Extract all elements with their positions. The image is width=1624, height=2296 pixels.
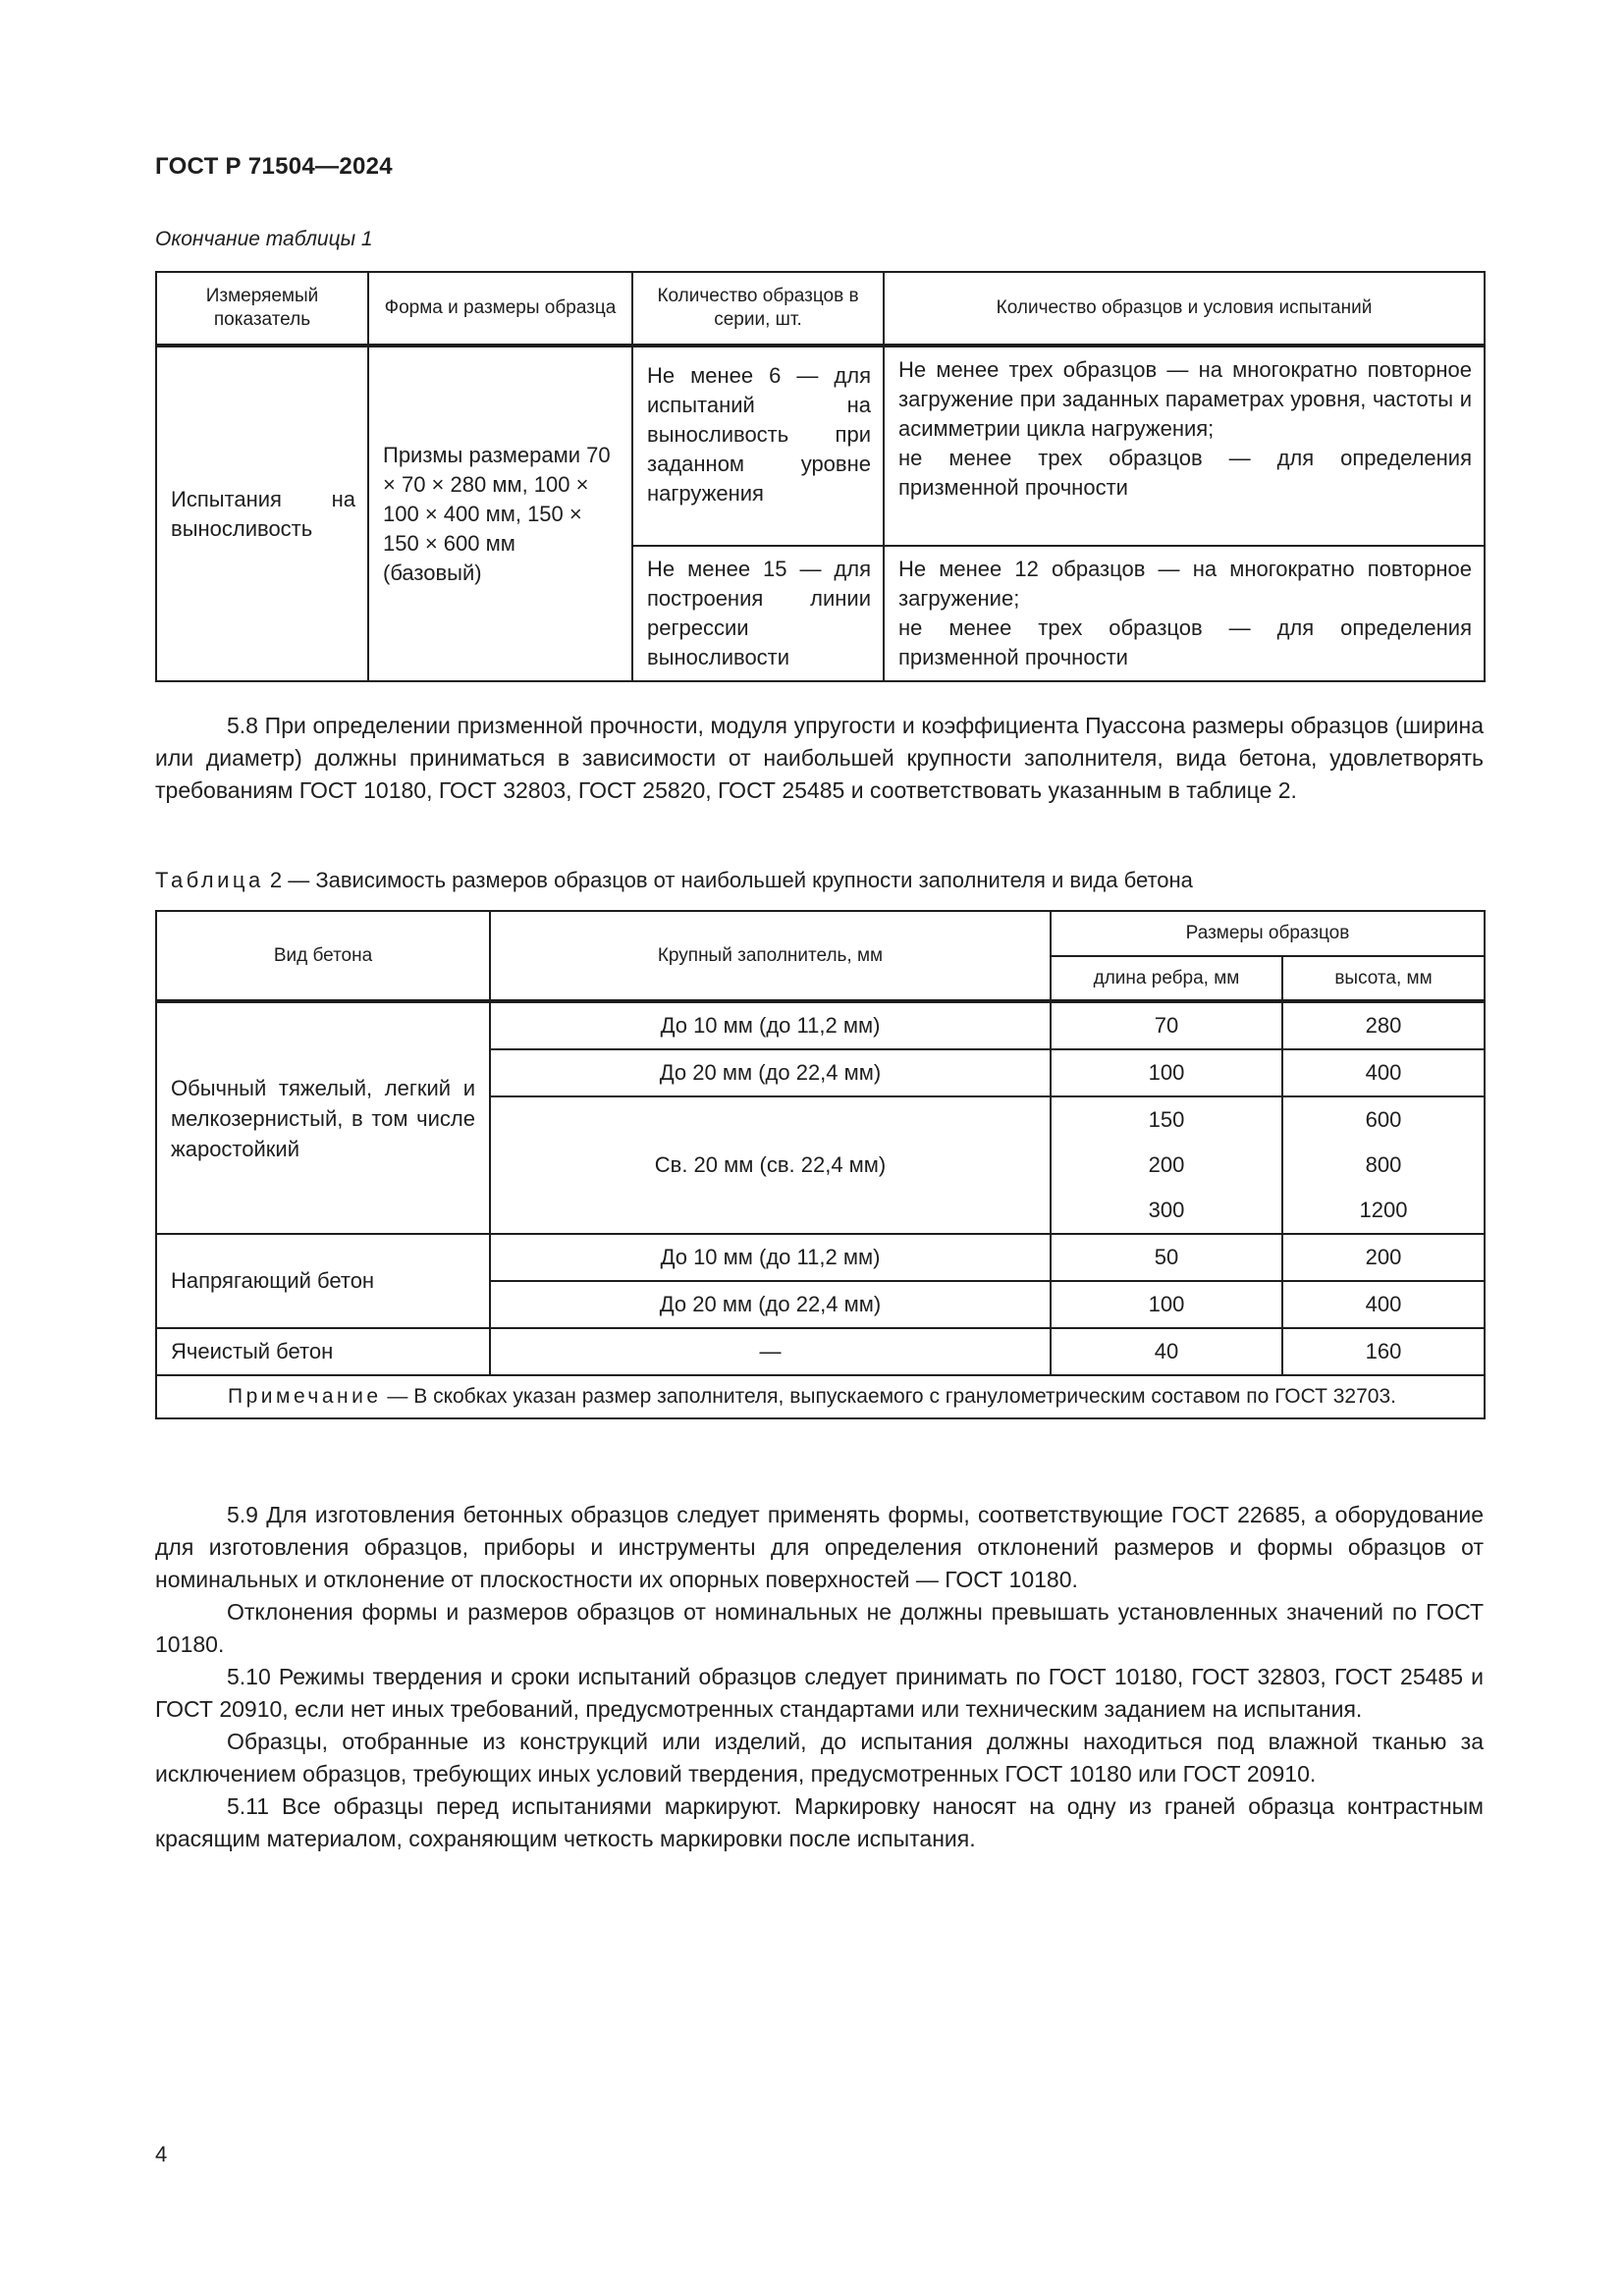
table2-aggregate-cell: До 10 мм (до 11,2 мм) <box>490 1234 1051 1281</box>
table1-indicator-cell: Испытания на выносливость <box>156 346 368 681</box>
table2-height-cell: 280 <box>1282 1001 1485 1049</box>
table1-row <box>156 346 1485 546</box>
table2-caption-label: Таблица <box>155 868 264 892</box>
table1-shape-cell: Призмы размерами 70 × 70 × 280 мм, 100 × 100 × 400 мм, 150 × 150 × 600 мм (базовый) <box>368 346 632 681</box>
table2-caption-text: 2 — Зависимость размеров образцов от наибольшей крупности заполнителя и вида бетона <box>269 868 1193 892</box>
table2-aggregate-cell: — <box>490 1328 1051 1375</box>
table2-height-cell: 1200 <box>1282 1188 1485 1234</box>
table2-note-label: Примечание <box>228 1385 382 1408</box>
table1 <box>155 271 1486 682</box>
table2-caption <box>155 868 1193 893</box>
paragraph-5-9-deviations: Отклонения формы и размеров образцов от номинальных не должны превышать установленных значений по ГОСТ 10180. <box>155 1599 1484 1657</box>
paragraph-5-11: 5.11 Все образцы перед испытаниями маркируют. Маркировку наносят на одну из граней образца контрастным красящим материалом, сохраняющим четкость маркировки после испытания. <box>155 1793 1484 1851</box>
table1-count-cell-1: Не менее 6 — для испытаний на выносливость при заданном уровне нагружения <box>632 346 884 546</box>
table2-height-cell: 800 <box>1282 1143 1485 1188</box>
table-row <box>156 1234 1485 1281</box>
document-code: ГОСТ Р 71504—2024 <box>155 153 393 180</box>
table2-type-cell-ordinary: Обычный тяжелый, легкий и мелкозернистый, в том числе жаростойкий <box>156 1001 490 1234</box>
table-row <box>156 1001 1485 1049</box>
table2-aggregate-cell: До 20 мм (до 22,4 мм) <box>490 1049 1051 1096</box>
table2-col-type: Вид бетона <box>156 911 490 1001</box>
table1-conditions-cell-1 <box>884 346 1485 546</box>
table2-col-sizes: Размеры образцов <box>1051 911 1485 956</box>
table2 <box>155 910 1486 1419</box>
table2-header-row-1 <box>156 911 1485 956</box>
table1-conditions-1-line-a: Не менее трех образцов — на многократно повторное загружение при заданных параметрах уровня, частоты и асимметрии цикла нагружения; <box>898 357 1472 441</box>
paragraph-5-9: 5.9 Для изготовления бетонных образцов следует применять формы, соответствующие ГОСТ 22685, а оборудование для изготовления образцов, приборы и инструменты для определения отклонений размеров и формы образцов от номинальных и отклонение от плоскостности их опорных поверхностей — ГОСТ 10180. <box>155 1502 1484 1592</box>
table1-conditions-cell-2 <box>884 546 1485 681</box>
table2-height-cell: 400 <box>1282 1049 1485 1096</box>
table-row <box>156 1328 1485 1375</box>
table1-header-row <box>156 272 1485 346</box>
table2-height-cell: 200 <box>1282 1234 1485 1281</box>
table1-col-indicator: Измеряемый показатель <box>156 272 368 346</box>
table2-height-cell: 160 <box>1282 1328 1485 1375</box>
table2-edge-cell: 150 <box>1051 1096 1282 1143</box>
table2-edge-cell: 50 <box>1051 1234 1282 1281</box>
table2-type-cell-expanding: Напрягающий бетон <box>156 1234 490 1328</box>
table1-conditions-2-line-b: не менее трех образцов — для определения призменной прочности <box>898 615 1472 669</box>
table2-edge-cell: 100 <box>1051 1049 1282 1096</box>
table2-aggregate-cell: До 10 мм (до 11,2 мм) <box>490 1001 1051 1049</box>
table2-note-row <box>156 1375 1485 1418</box>
table2-height-cell: 400 <box>1282 1281 1485 1328</box>
paragraph-5-8-block <box>155 710 1484 807</box>
table1-col-conditions: Количество образцов и условия испытаний <box>884 272 1485 346</box>
table1-continuation-caption: Окончание таблицы 1 <box>155 228 373 250</box>
table1-conditions-1-line-b: не менее трех образцов — для определения призменной прочности <box>898 446 1472 500</box>
table2-edge-cell: 100 <box>1051 1281 1282 1328</box>
table2-type-cell-cellular: Ячеистый бетон <box>156 1328 490 1375</box>
table2-edge-cell: 300 <box>1051 1188 1282 1234</box>
table2-note <box>156 1375 1485 1418</box>
table2-col-edge: длина ребра, мм <box>1051 956 1282 1001</box>
table2-height-cell: 600 <box>1282 1096 1485 1143</box>
paragraph-5-10-samples: Образцы, отобранные из конструкций или изделий, до испытания должны находиться под влажной тканью за исключением образцов, требующих иных условий твердения, предусмотренных ГОСТ 10180 или ГОСТ 20910. <box>155 1729 1484 1787</box>
table2-edge-cell: 40 <box>1051 1328 1282 1375</box>
body-paragraphs <box>155 1499 1484 1855</box>
table2-aggregate-cell: Св. 20 мм (св. 22,4 мм) <box>490 1096 1051 1234</box>
table2-edge-cell: 70 <box>1051 1001 1282 1049</box>
table1-col-count: Количество образцов в серии, шт. <box>632 272 884 346</box>
page-number: 4 <box>155 2142 168 2166</box>
table2-edge-cell: 200 <box>1051 1143 1282 1188</box>
table1-col-shape: Форма и размеры образца <box>368 272 632 346</box>
paragraph-5-10: 5.10 Режимы твердения и сроки испытаний образцов следует принимать по ГОСТ 10180, ГОСТ 32803, ГОСТ 25485 и ГОСТ 20910, если нет иных требований, предусмотренных стандартами или техническим заданием на испытания. <box>155 1664 1484 1722</box>
table2-col-height: высота, мм <box>1282 956 1485 1001</box>
table1-conditions-2-line-a: Не менее 12 образцов — на многократно повторное загружение; <box>898 557 1472 611</box>
table2-note-text: — В скобках указан размер заполнителя, выпускаемого с гранулометрическим составом по ГОСТ 32703. <box>387 1385 1396 1408</box>
paragraph-5-8: 5.8 При определении призменной прочности, модуля упругости и коэффициента Пуассона размеры образцов (ширина или диаметр) должны приниматься в зависимости от наибольшей крупности заполнителя, вида бетона, удовлетворять требованиям ГОСТ 10180, ГОСТ 32803, ГОСТ 25820, ГОСТ 25485 и соответствовать указанным в таблице 2. <box>155 713 1484 803</box>
table2-col-aggregate: Крупный заполнитель, мм <box>490 911 1051 1001</box>
table1-count-cell-2: Не менее 15 — для построения линии регрессии выносливости <box>632 546 884 681</box>
table2-aggregate-cell: До 20 мм (до 22,4 мм) <box>490 1281 1051 1328</box>
